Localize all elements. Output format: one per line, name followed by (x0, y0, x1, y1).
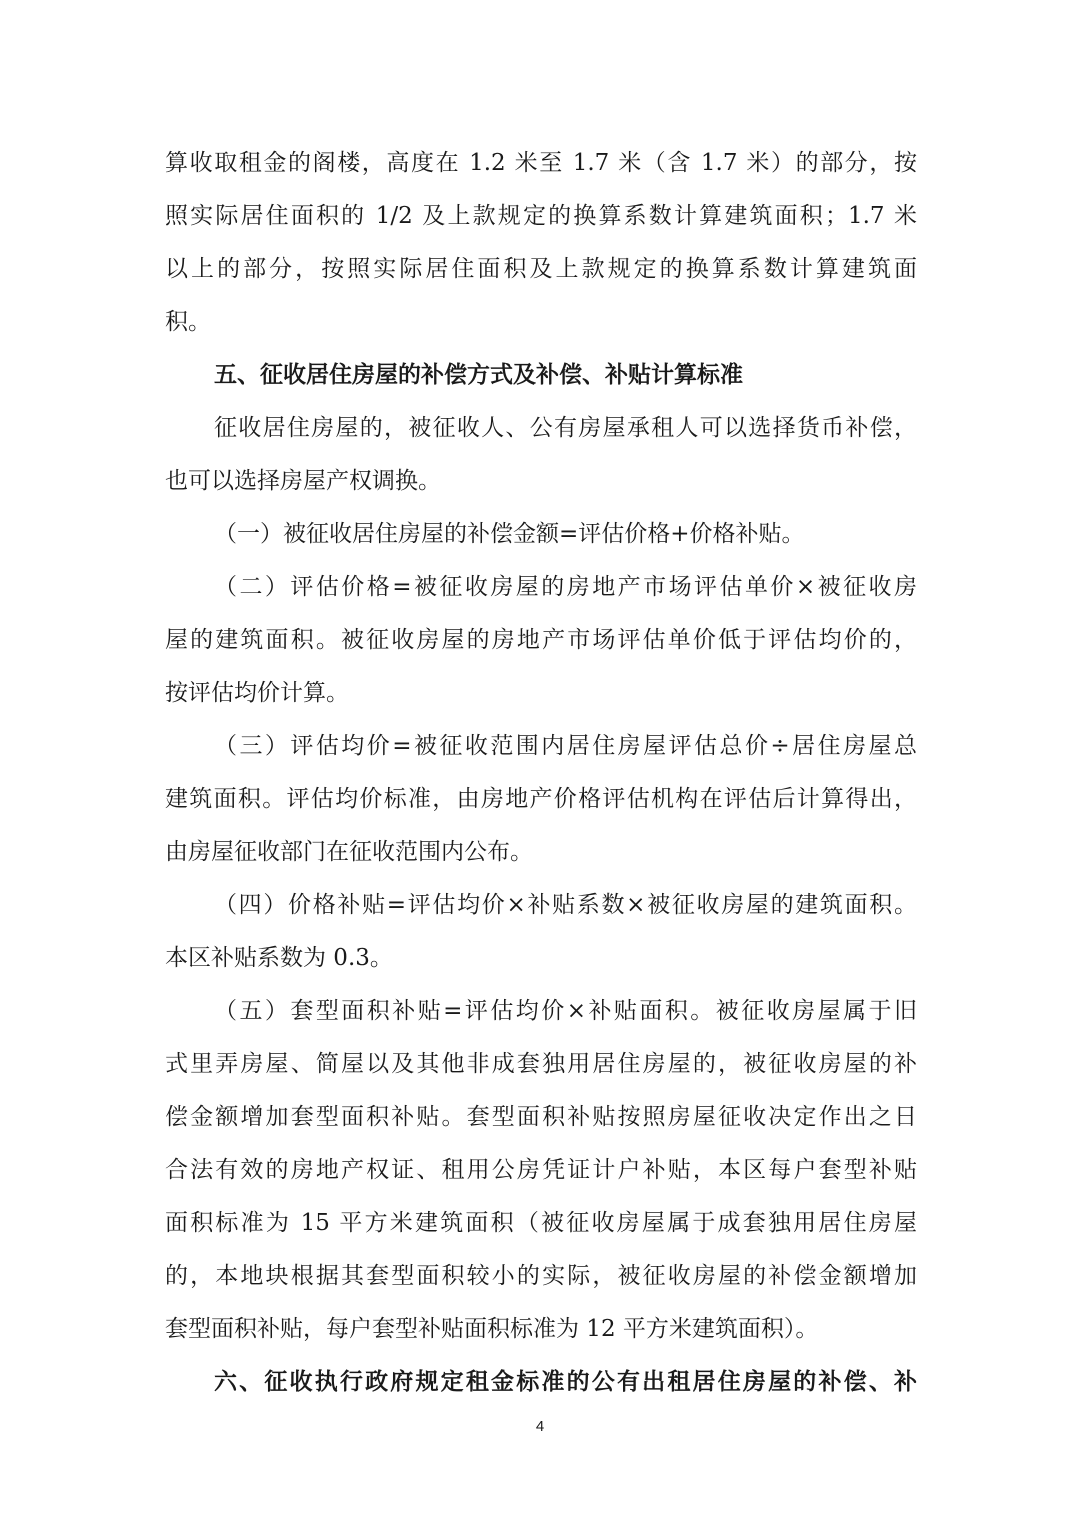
text-line: 屋的建筑面积。被征收房屋的房地产市场评估单价低于评估均价的， (165, 627, 917, 653)
page-number: 4 (535, 1418, 545, 1435)
paragraph-first-line: （三）评估均价=被征收范围内居住房屋评估总价÷居住房屋总 (214, 733, 917, 759)
paragraph-first-line: （一）被征收居住房屋的补偿金额=评估价格+价格补贴。 (214, 521, 805, 547)
text-line: 由房屋征收部门在征收范围内公布。 (165, 839, 533, 865)
text-line: 按评估均价计算。 (165, 680, 349, 706)
text-line: 面积标准为 15 平方米建筑面积（被征收房屋属于成套独用居住房屋 (165, 1210, 917, 1236)
text-line: 合法有效的房地产权证、租用公房凭证计户补贴，本区每户套型补贴 (165, 1157, 917, 1183)
section-heading: 六、征收执行政府规定租金标准的公有出租居住房屋的补偿、补 (214, 1369, 917, 1395)
text-line: 套型面积补贴，每户套型补贴面积标准为 12 平方米建筑面积）。 (165, 1316, 819, 1342)
text-line: 式里弄房屋、简屋以及其他非成套独用居住房屋的，被征收房屋的补 (165, 1051, 917, 1077)
text-line: 照实际居住面积的 1/2 及上款规定的换算系数计算建筑面积；1.7 米 (165, 203, 917, 229)
paragraph-first-line: 征收居住房屋的，被征收人、公有房屋承租人可以选择货币补偿， (214, 415, 917, 441)
text-line: 积。 (165, 309, 211, 335)
text-line: 的，本地块根据其套型面积较小的实际，被征收房屋的补偿金额增加 (165, 1263, 917, 1289)
text-line: 以上的部分，按照实际居住面积及上款规定的换算系数计算建筑面 (165, 256, 917, 282)
paragraph-first-line: （五）套型面积补贴=评估均价×补贴面积。被征收房屋属于旧 (214, 998, 917, 1024)
section-heading: 五、征收居住房屋的补偿方式及补偿、补贴计算标准 (214, 362, 743, 388)
text-line: 建筑面积。评估均价标准，由房地产价格评估机构在评估后计算得出， (165, 786, 917, 812)
paragraph-first-line: （二）评估价格=被征收房屋的房地产市场评估单价×被征收房 (214, 574, 917, 600)
text-line: 也可以选择房屋产权调换。 (165, 468, 441, 494)
paragraph-first-line: （四）价格补贴=评估均价×补贴系数×被征收房屋的建筑面积。 (214, 892, 917, 918)
text-line: 偿金额增加套型面积补贴。套型面积补贴按照房屋征收决定作出之日 (165, 1104, 917, 1130)
text-line: 本区补贴系数为 0.3。 (165, 945, 393, 971)
text-line: 算收取租金的阁楼，高度在 1.2 米至 1.7 米（含 1.7 米）的部分，按 (165, 150, 917, 176)
